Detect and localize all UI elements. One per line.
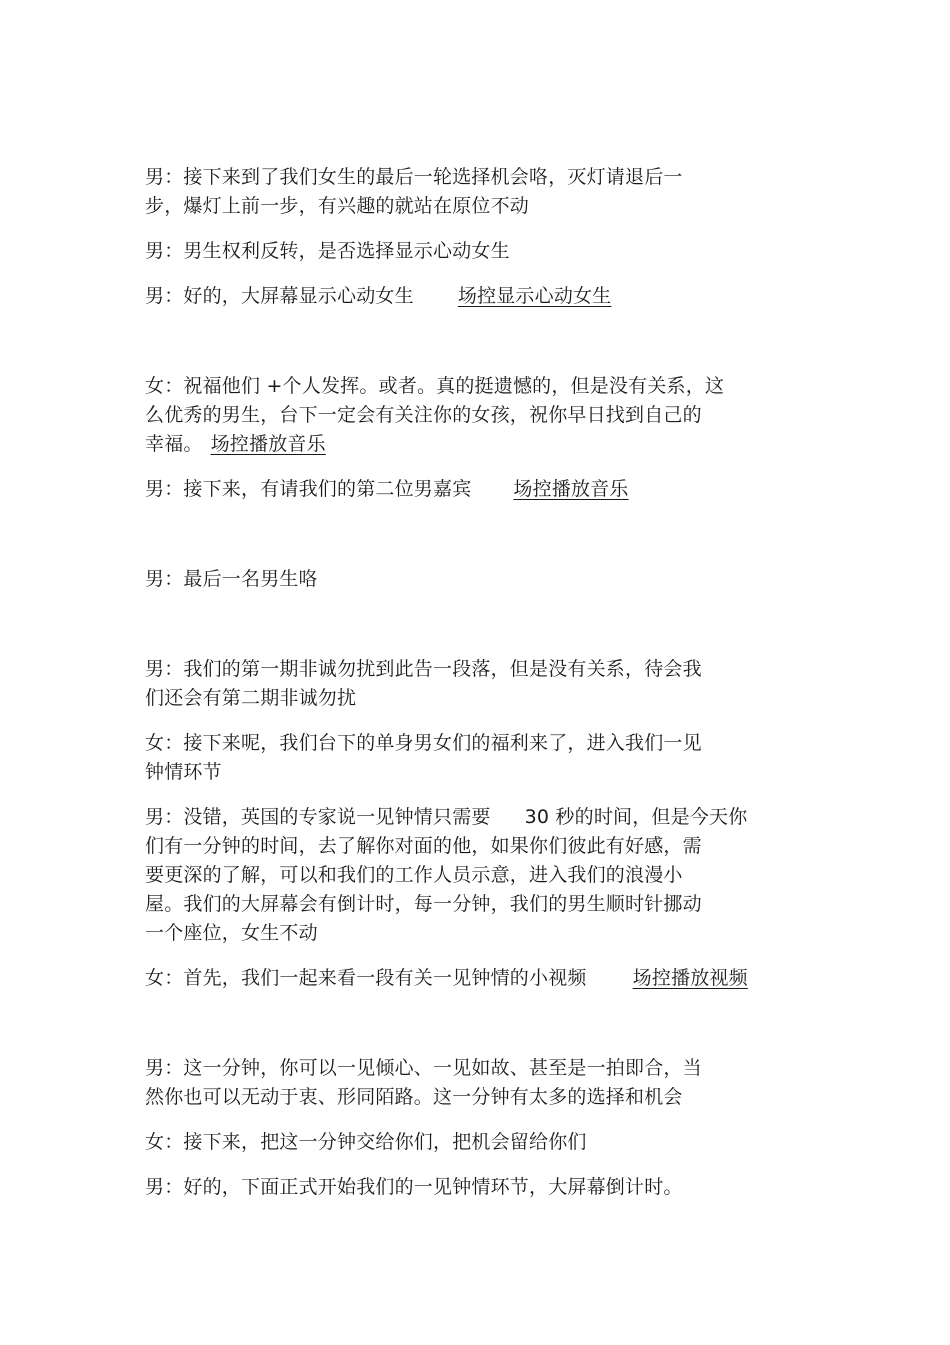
- script-text: 男：男生权利反转，是否选择显示心动女生: [145, 240, 510, 262]
- stage-cue: 场控播放音乐: [210, 433, 326, 455]
- script-line: [145, 921, 318, 945]
- script-text: 女：接下来，把这一分钟交给你们，把机会留给你们: [145, 1131, 587, 1153]
- script-line: [145, 760, 222, 784]
- script-text: 男：接下来，有请我们的第二位男嘉宾: [145, 478, 472, 500]
- script-line: [145, 374, 724, 398]
- script-line: [145, 567, 318, 591]
- script-line: [145, 194, 529, 218]
- script-line: [145, 432, 326, 456]
- script-text: 幸福。: [145, 433, 203, 455]
- script-text: 男：好的，下面正式开始我们的一见钟情环节，大屏幕倒计时。: [145, 1176, 683, 1198]
- script-text: 然你也可以无动于衷、形同陌路。这一分钟有太多的选择和机会: [145, 1086, 683, 1108]
- script-line: [145, 403, 702, 427]
- stage-cue: 场控显示心动女生: [457, 285, 612, 307]
- script-line: [145, 1085, 683, 1109]
- script-line: [145, 477, 629, 501]
- script-text: 要更深的了解，可以和我们的工作人员示意，进入我们的浪漫小: [145, 864, 683, 886]
- script-line: [145, 686, 356, 710]
- script-text: 男：最后一名男生咯: [145, 568, 318, 590]
- script-line: [145, 239, 510, 263]
- stage-cue: 场控播放音乐: [513, 478, 629, 500]
- script-text: 屋。我们的大屏幕会有倒计时，每一分钟，我们的男生顺时针挪动: [145, 893, 702, 915]
- script-line: [145, 834, 702, 858]
- script-text: 么优秀的男生，台下一定会有关注你的女孩，祝你早日找到自己的: [145, 404, 702, 426]
- script-text: 男：接下来到了我们女生的最后一轮选择机会咯，灭灯请退后一: [145, 166, 683, 188]
- script-text: 一个座位，女生不动: [145, 922, 318, 944]
- script-text: 女：祝福他们 +个人发挥。或者。真的挺遗憾的，但是没有关系，这: [145, 375, 725, 397]
- script-text: 30 秒的时间，但是今天你: [524, 806, 748, 828]
- script-text: 钟情环节: [145, 761, 222, 783]
- script-text: 们有一分钟的时间，去了解你对面的他，如果你们彼此有好感，需: [145, 835, 702, 857]
- script-text: 男：好的，大屏幕显示心动女生: [145, 285, 414, 307]
- script-line: [145, 165, 683, 189]
- script-text: 男：我们的第一期非诚勿扰到此告一段落，但是没有关系，待会我: [145, 658, 702, 680]
- script-line: [145, 1175, 683, 1199]
- script-text: 女：接下来呢，我们台下的单身男女们的福利来了，进入我们一见: [145, 732, 702, 754]
- script-line: [145, 892, 702, 916]
- script-text: 们还会有第二期非诚勿扰: [145, 687, 357, 709]
- script-text: 女：首先，我们一起来看一段有关一见钟情的小视频: [145, 967, 587, 989]
- script-text: 男：这一分钟，你可以一见倾心、一见如故、甚至是一拍即合，当: [145, 1057, 702, 1079]
- script-line: [145, 731, 702, 755]
- script-line: [145, 966, 748, 990]
- script-line: [145, 863, 683, 887]
- script-line: [145, 805, 747, 829]
- script-line: [145, 284, 611, 308]
- stage-cue: 场控播放视频: [632, 967, 748, 989]
- script-line: [145, 657, 702, 681]
- script-text: 步，爆灯上前一步，有兴趣的就站在原位不动: [145, 195, 530, 217]
- script-line: [145, 1130, 587, 1154]
- script-line: [145, 1056, 702, 1080]
- script-text: 男：没错，英国的专家说一见钟情只需要: [145, 806, 491, 828]
